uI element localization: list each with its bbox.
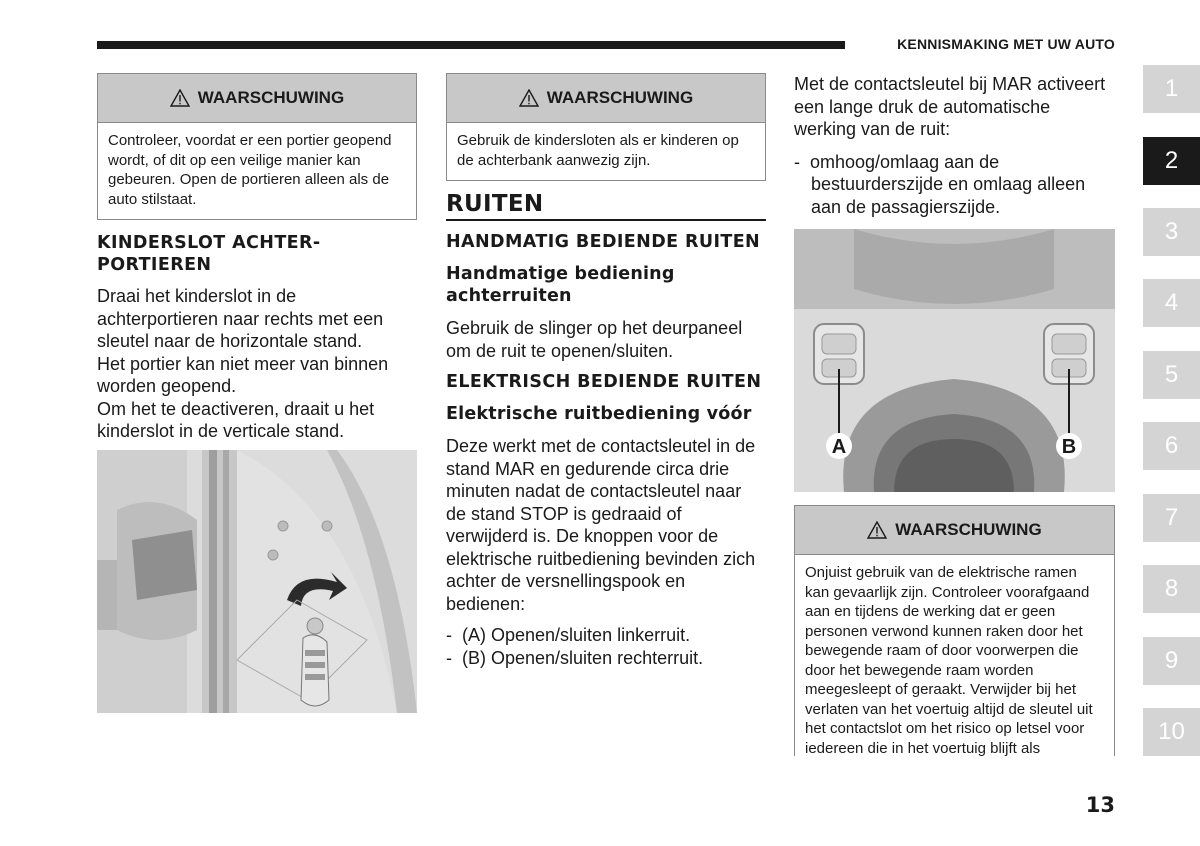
warning-title: WAARSCHUWING [546,88,694,107]
warning-text: Controleer, voordat er een portier geopend wordt, of dit op een veilige manier kan gebeuren. Open de portieren alleen als de auto stilstaat. [108,132,392,208]
svg-text:B: B [1061,436,1077,458]
warning-text: Gebruik de kindersloten als er kinderen op de achterbank aanwezig zijn. [457,132,739,169]
tab-chapter-7[interactable]: 7 [1143,494,1200,542]
tab-chapter-6[interactable]: 6 [1143,422,1200,470]
section-heading-kinderslot [97,232,417,276]
tab-chapter-9[interactable]: 9 [1143,637,1200,685]
label-a-marker [826,433,852,459]
paragraph: Het portier kan niet meer van binnen worden geopend. [97,353,389,396]
section-heading-electric: ELEKTRISCH BEDIENDE RUITEN [446,372,762,392]
subheading-electric-front: Elektrische ruitbediening vóór [446,404,752,424]
list-item: - omhoog/omlaag aan de bestuurderszijde en omlaag alleen aan de passagierszijde. [794,151,1086,217]
window-switch-illustration [794,229,1115,492]
paragraph: Met de contactsleutel bij MAR activeert een lange druk de automatische werking van de ruit: [794,74,1106,139]
tab-chapter-8[interactable]: 8 [1143,565,1200,613]
tab-chapter-5[interactable]: 5 [1143,351,1200,399]
label-b-marker [1056,433,1082,459]
column-2 [446,73,766,669]
mode-list [794,151,1115,219]
warning-text: Onjuist gebruik van de elektrische ramen kan gevaarlijk zijn. Controleer voorafgaand aan en tijdens de werking dat er geen personen verwond kunnen raken door het bewegende raam of door voorwerpen die door het bewegende raam worden meegesleept of geraakt. Verwijder bij het verlaten van het voertuig altijd de sleutel uit het contactslot om het risico op letsel voor iedereen die in het voertuig blijft als [805,564,1093,756]
button-list [446,624,766,669]
warning-triangle-icon [519,89,539,107]
tab-chapter-3[interactable]: 3 [1143,208,1200,256]
door-lock-drawing [97,450,417,713]
console-drawing [794,229,1115,492]
warning-box [446,73,766,181]
warning-box-electric [794,505,1115,756]
paragraph: Draai het kinderslot in de achterportieren naar rechts met een sleutel naar de horizontale stand. [97,286,384,351]
warning-triangle-icon [170,89,190,107]
warning-header [98,74,416,123]
subheading-manual-rear: Handmatige bediening achterruiten [446,264,675,306]
paragraph: Gebruik de slinger op het deurpaneel om de ruit te openen/sluiten. [446,318,743,361]
svg-text:A: A [831,436,847,458]
tab-chapter-10[interactable]: 10 [1143,708,1200,756]
heading-line-1: KINDERSLOT ACHTER- [97,233,321,253]
warning-triangle-icon [867,521,887,539]
heading-line-2: PORTIEREN [97,255,212,275]
tab-chapter-2[interactable]: 2 [1143,137,1200,185]
warning-header [795,506,1114,555]
column-3 [794,73,1115,218]
warning-title: WAARSCHUWING [895,520,1042,539]
chapter-title: KENNISMAKING MET UW AUTO [897,36,1115,52]
column-1 [97,73,417,443]
paragraph: Deze werkt met de contactsleutel in de stand MAR en gedurende circa drie minuten nadat de contactsleutel naar de stand STOP is gedraaid of verwijderd is. De knoppen voor de elektrische ruitbediening bevinden zich achter de versnellingspook en bedienen: [446,436,756,614]
warning-box [97,73,417,220]
tab-chapter-4[interactable]: 4 [1143,279,1200,327]
paragraph: Om het te deactiveren, draait u het kinderslot in de verticale stand. [97,398,375,441]
warning-title: WAARSCHUWING [197,88,345,107]
warning-header [447,74,765,123]
tab-chapter-1[interactable]: 1 [1143,65,1200,113]
list-item: - (B) Openen/sluiten rechterruit. [446,647,704,668]
page-number: 13 [1085,793,1115,817]
section-heading-manual: HANDMATIG BEDIENDE RUITEN [446,232,761,252]
main-heading-ruiten: RUITEN [446,191,766,221]
child-lock-illustration [97,450,417,713]
list-item: - (A) Openen/sluiten linkerruit. [446,625,691,645]
header-rule [97,41,845,49]
